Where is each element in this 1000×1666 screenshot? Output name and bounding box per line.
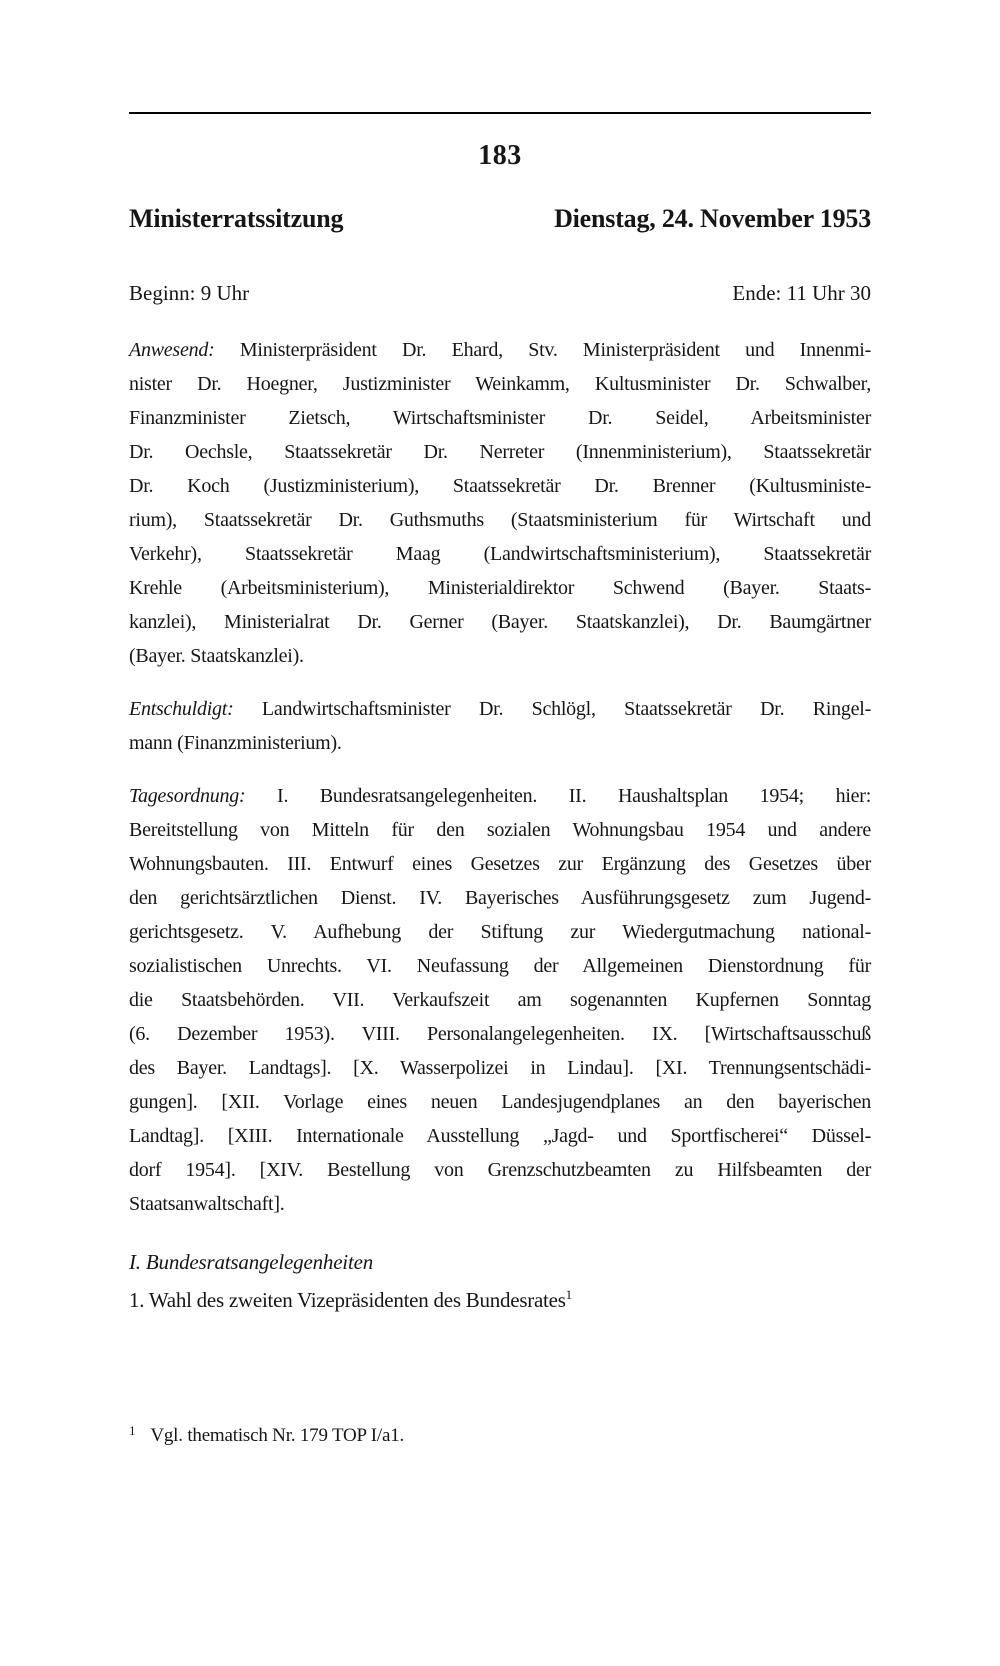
footnote-text: Vgl. thematisch Nr. 179 TOP I/a1. bbox=[150, 1425, 405, 1446]
paragraph-entschuldigt bbox=[129, 692, 871, 760]
text-line: Krehle (Arbeitsministerium), Ministerialdirektor Schwend (Bayer. Staats- bbox=[129, 577, 871, 599]
text-segment: Ministerpräsident Dr. Ehard, Stv. Ministerpräsident und Innenmi- bbox=[214, 339, 871, 361]
times-row bbox=[129, 280, 871, 307]
footnote bbox=[129, 1424, 871, 1449]
text-line: kanzlei), Ministerialrat Dr. Gerner (Bayer. Staatskanzlei), Dr. Baumgärtner bbox=[129, 611, 871, 633]
text-line: den gerichtsärztlichen Dienst. IV. Bayerisches Ausführungsgesetz zum Jugend- bbox=[129, 887, 871, 909]
section-heading: I. Bundesratsangelegenheiten bbox=[129, 1250, 374, 1274]
text-segment: 1. Wahl des zweiten Vizepräsidenten des Bundesrates bbox=[129, 1288, 566, 1312]
text-line: rium), Staatssekretär Dr. Guthsmuths (Staatsministerium für Wirtschaft und bbox=[129, 509, 871, 531]
text-line: mann (Finanzministerium). bbox=[129, 732, 342, 754]
paragraph-anwesend bbox=[129, 333, 871, 673]
text-segment: Tagesordnung: bbox=[129, 785, 246, 807]
text-line: nister Dr. Hoegner, Justizminister Weinkamm, Kultusminister Dr. Schwalber, bbox=[129, 373, 871, 395]
session-title: Ministerratssitzung bbox=[129, 204, 344, 233]
text-line: dorf 1954]. [XIV. Bestellung von Grenzschutzbeamten zu Hilfsbeamten der bbox=[129, 1159, 871, 1181]
page-number: 183 bbox=[478, 140, 522, 171]
text-segment: Landwirtschaftsminister Dr. Schlögl, Staatssekretär Dr. Ringel- bbox=[233, 698, 871, 720]
text-line bbox=[129, 333, 871, 367]
text-line: Wohnungsbauten. III. Entwurf eines Gesetzes zur Ergänzung des Gesetzes über bbox=[129, 853, 871, 875]
text-line: Finanzminister Zietsch, Wirtschaftsminister Dr. Seidel, Arbeitsminister bbox=[129, 407, 871, 429]
text-line: sozialistischen Unrechts. VI. Neufassung der Allgemeinen Dienstordnung für bbox=[129, 955, 871, 977]
text-line: Bereitstellung von Mitteln für den sozialen Wohnungsbau 1954 und andere bbox=[129, 819, 871, 841]
text-line: (Bayer. Staatskanzlei). bbox=[129, 645, 304, 667]
text-line: des Bayer. Landtags]. [X. Wasserpolizei in Lindau]. [XI. Trennungsentschädi- bbox=[129, 1057, 871, 1079]
text-line: Dr. Oechsle, Staatssekretär Dr. Nerreter (Innenministerium), Staatssekretär bbox=[129, 441, 871, 463]
footnote-marker: 1 bbox=[129, 1423, 136, 1438]
text-line: Dr. Koch (Justizministerium), Staatssekretär Dr. Brenner (Kultusministe- bbox=[129, 475, 871, 497]
text-line bbox=[129, 692, 871, 726]
begin-time: Beginn: 9 Uhr bbox=[129, 281, 250, 305]
text-line: Staatsanwaltschaft]. bbox=[129, 1193, 285, 1215]
text-line bbox=[129, 1283, 871, 1317]
text-line: gerichtsgesetz. V. Aufhebung der Stiftung zur Wiedergutmachung national- bbox=[129, 921, 871, 943]
text-line: (6. Dezember 1953). VIII. Personalangelegenheiten. IX. [Wirtschaftsausschuß bbox=[129, 1023, 871, 1045]
paragraph-tagesordnung bbox=[129, 779, 871, 1221]
text-line: die Staatsbehörden. VII. Verkaufszeit am sogenannten Kupfernen Sonntag bbox=[129, 989, 871, 1011]
text-line: gungen]. [XII. Vorlage eines neuen Landesjugendplanes an den bayerischen bbox=[129, 1091, 871, 1113]
text-line: Landtag]. [XIII. Internationale Ausstellung „Jagd- und Sportfischerei“ Düssel- bbox=[129, 1125, 871, 1147]
header-rule bbox=[129, 112, 871, 114]
session-date: Dienstag, 24. November 1953 bbox=[554, 204, 871, 233]
text-line bbox=[129, 779, 871, 813]
session-header bbox=[129, 204, 871, 234]
text-segment: Entschuldigt: bbox=[129, 698, 234, 720]
text-column bbox=[129, 0, 871, 1317]
text-line: Verkehr), Staatssekretär Maag (Landwirtschaftsministerium), Staatssekretär bbox=[129, 543, 871, 565]
agenda-item bbox=[129, 1283, 871, 1317]
text-segment: 1 bbox=[565, 1287, 572, 1302]
text-segment: Anwesend: bbox=[129, 339, 215, 361]
text-segment: I. Bundesratsangelegenheiten. II. Haushaltsplan 1954; hier: bbox=[245, 785, 871, 807]
end-time: Ende: 11 Uhr 30 bbox=[732, 281, 871, 305]
